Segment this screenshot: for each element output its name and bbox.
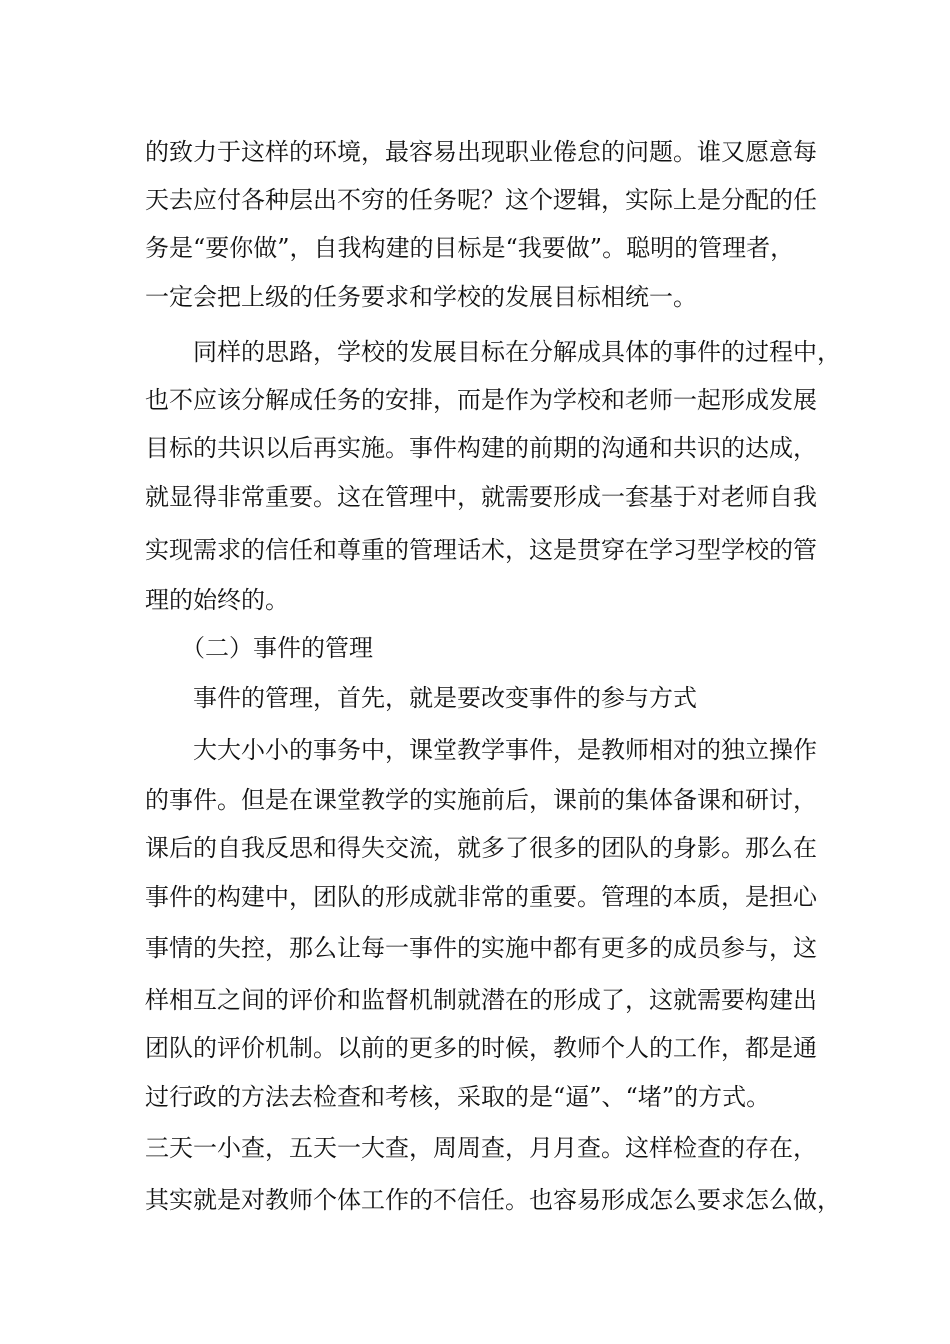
text-line: 大大小小的事务中，课堂教学事件，是教师相对的独立操作 [145, 736, 817, 764]
text-line: 同样的思路，学校的发展目标在分解成具体的事件的过程中， [145, 338, 841, 366]
text-line: 三天一小查，五天一大查，周周查，月月查。这样检查的存在， [145, 1134, 817, 1162]
text-line: 团队的评价机制。以前的更多的时候，教师个人的工作，都是通 [145, 1034, 817, 1062]
text-line: 实现需求的信任和尊重的管理话术，这是贯穿在学习型学校的管 [145, 536, 817, 564]
text-line: 课后的自我反思和得失交流，就多了很多的团队的身影。那么在 [145, 834, 817, 862]
text-line: 事件的构建中，团队的形成就非常的重要。管理的本质，是担心 [145, 883, 817, 911]
text-line: 目标的共识以后再实施。事件构建的前期的沟通和共识的达成， [145, 434, 817, 462]
text-line: 事情的失控，那么让每一事件的实施中都有更多的成员参与，这 [145, 934, 817, 962]
text-line: 一定会把上级的任务要求和学校的发展目标相统一。 [145, 283, 697, 311]
text-line: 天去应付各种层出不穷的任务呢？这个逻辑，实际上是分配的任 [145, 186, 817, 214]
text-line: 的事件。但是在课堂教学的实施前后，课前的集体备课和研讨， [145, 786, 817, 814]
text-line: 就显得非常重要。这在管理中，就需要形成一套基于对老师自我 [145, 483, 817, 511]
text-line: 也不应该分解成任务的安排，而是作为学校和老师一起形成发展 [145, 386, 817, 414]
text-line: 的致力于这样的环境，最容易出现职业倦怠的问题。谁又愿意每 [145, 138, 817, 166]
text-line: 事件的管理，首先，就是要改变事件的参与方式 [145, 684, 697, 712]
text-line: 务是“要你做”，自我构建的目标是“我要做”。聪明的管理者， [145, 234, 795, 262]
text-line: 理的始终的。 [145, 586, 289, 614]
text-line: 过行政的方法去检查和考核，采取的是“逼”、“堵”的方式。 [145, 1083, 771, 1111]
text-line: 其实就是对教师个体工作的不信任。也容易形成怎么要求怎么做， [145, 1186, 841, 1214]
text-line: 样相互之间的评价和监督机制就潜在的形成了，这就需要构建出 [145, 986, 817, 1014]
section-heading: （二）事件的管理 [145, 634, 373, 662]
